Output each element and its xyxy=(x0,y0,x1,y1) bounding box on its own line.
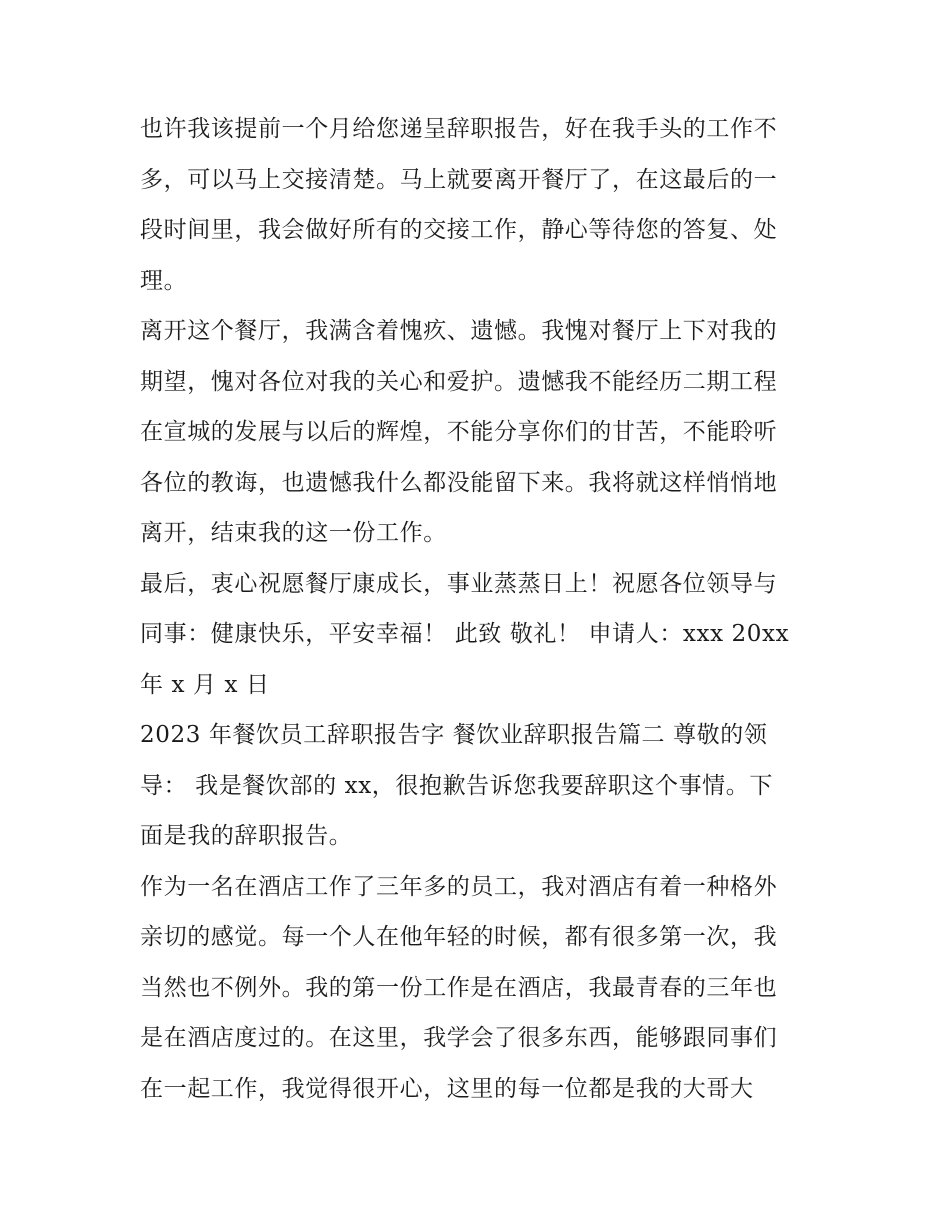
text-line: 也许我该提前一个月给您递呈辞职报告，好在我手头的工作不 xyxy=(140,116,778,142)
text-line: 离开这个餐厅，我满含着愧疚、遗憾。我愧对餐厅上下对我的 xyxy=(140,318,778,344)
text-line: 离开，结束我的这一份工作。 xyxy=(140,520,447,546)
text-line: 在一起工作，我觉得很开心，这里的每一位都是我的大哥大 xyxy=(140,1075,754,1102)
text-line: 作为一名在酒店工作了三年多的员工，我对酒店有着一种格外 xyxy=(140,873,778,900)
text-line: 在宣城的发展与以后的辉煌，不能分享你们的甘苦，不能聆听 xyxy=(140,419,778,445)
text-line: 年 x 月 x 日 xyxy=(140,671,270,698)
text-line: 理。 xyxy=(140,267,188,294)
text-line: 期望，愧对各位对我的关心和爱护。遗憾我不能经历二期工程 xyxy=(140,368,778,395)
text-line: 2023 年餐饮员工辞职报告字 餐饮业辞职报告篇二 尊敬的领 xyxy=(140,722,768,748)
text-line: 最后，衷心祝愿餐厅康成长，事业蒸蒸日上！祝愿各位领导与 xyxy=(140,570,778,597)
document-body xyxy=(140,104,820,1114)
text-line: 各位的教诲，也遗憾我什么都没能留下来。我将就这样悄悄地 xyxy=(140,469,778,496)
text-line: 导： 我是餐饮部的 xx，很抱歉告诉您我要辞职这个事情。下 xyxy=(140,772,773,799)
text-line: 是在酒店度过的。在这里，我学会了很多东西，能够跟同事们 xyxy=(140,1025,778,1051)
text-line: 多，可以马上交接清楚。马上就要离开餐厅了，在这最后的一 xyxy=(140,166,778,193)
text-line: 亲切的感觉。每一个人在他年轻的时候，都有很多第一次，我 xyxy=(140,924,778,950)
text-line: 面是我的辞职报告。 xyxy=(140,823,353,849)
text-line: 当然也不例外。我的第一份工作是在酒店，我最青春的三年也 xyxy=(140,974,778,1001)
text-line: 同事：健康快乐，平安幸福！ 此致 敬礼！ 申请人：xxx 20xx xyxy=(140,621,790,647)
text-line: 段时间里，我会做好所有的交接工作，静心等待您的答复、处 xyxy=(140,217,778,243)
